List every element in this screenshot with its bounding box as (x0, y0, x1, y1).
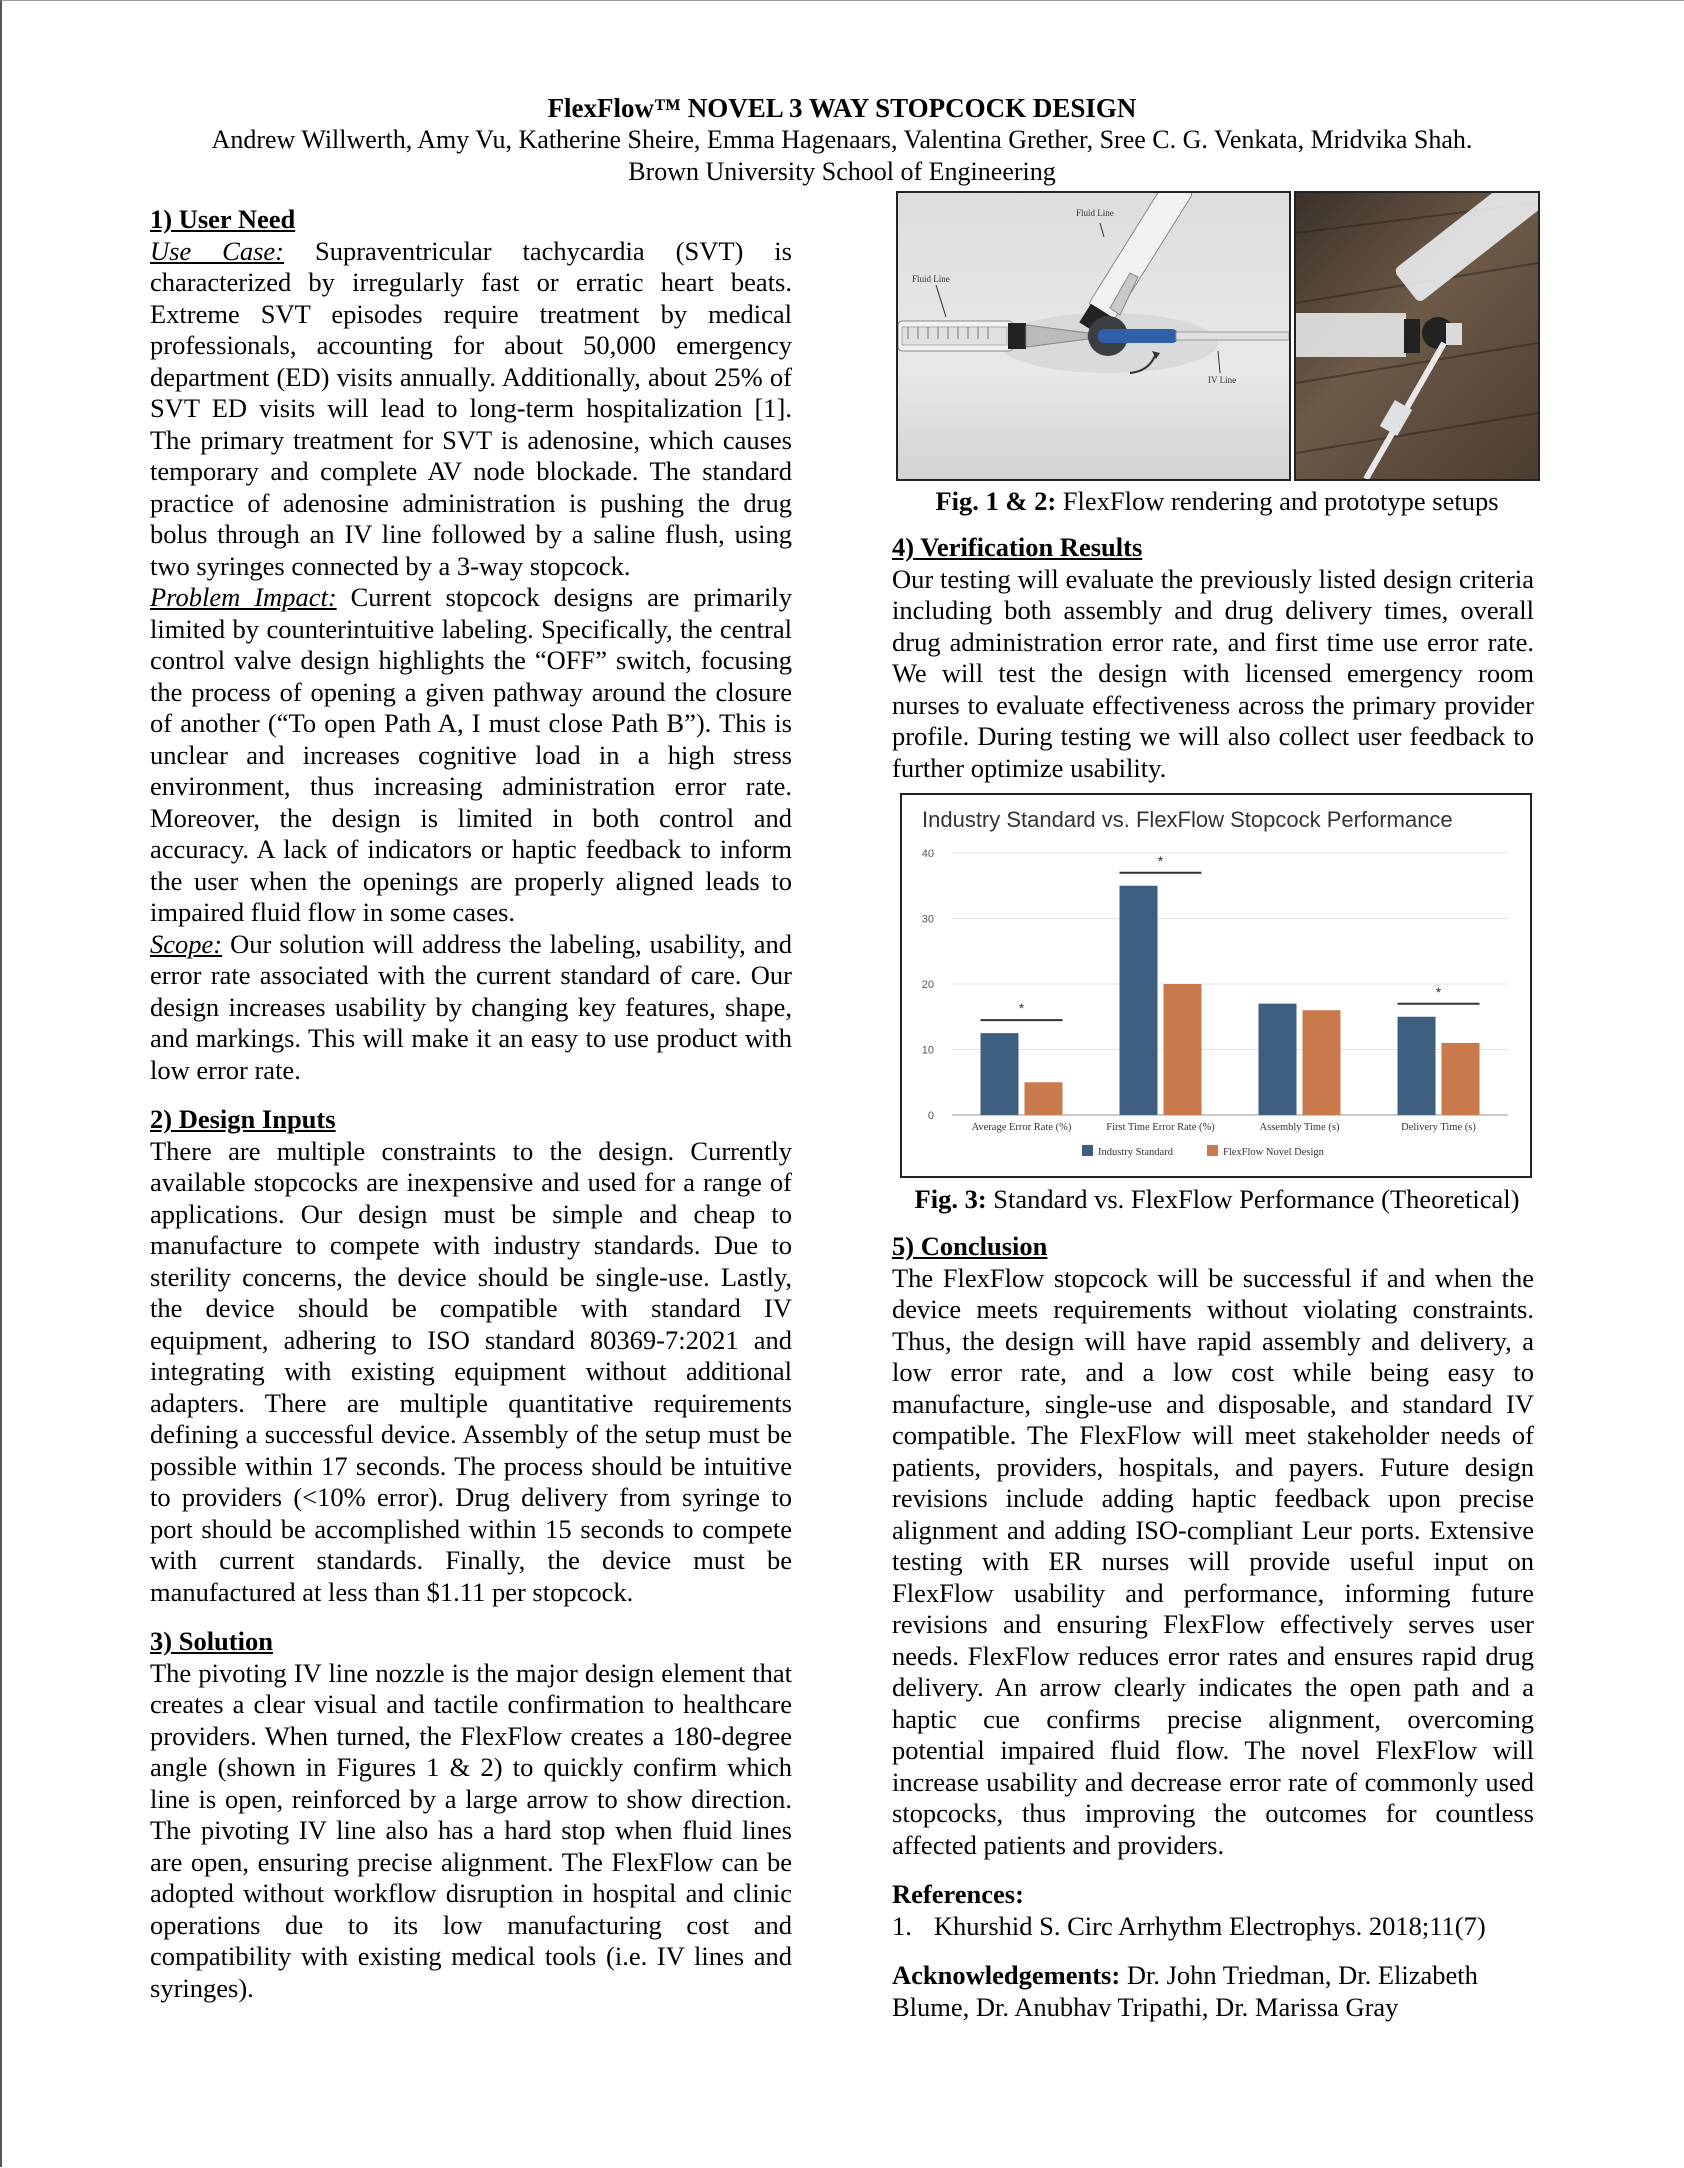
x-tick-label: Assembly Time (s) (1259, 1122, 1340, 1133)
solution-text: The pivoting IV line nozzle is the major design element that creates a clear visual and tactile confirmation to healthcare providers. When turned, the FlexFlow creates a 180-degree angle (shown in Figures 1 & 2) to quickly confirm which line is open, reinforced by a large arrow to show direction. The pivoting IV line also has a hard stop when fluid lines are open, ensuring precise alignment. The FlexFlow can be adopted without workflow disruption in hospital and clinic operations due to its low manufacturing cost and compatibility with existing medical tools (i.e. IV lines and syringes). (150, 1657, 792, 2003)
use-case-text: Supraventricular tachycardia (SVT) is characterized by irregularly fast or erratic heart beats. Extreme SVT episodes require treatment by medical professionals, accounting for about 50,000 emergency department (ED) visits annually. Additionally, about 25% of SVT ED visits will lead to long-term hospitalization [1]. The primary treatment for SVT is adenosine, which causes temporary and complete AV node blockade. The standard practice of adenosine administration is pushing the drug bolus through an IV line followed by a saline flush, using two syringes connected by a 3-way stopcock. (150, 235, 792, 581)
user-need-heading: 1) User Need (150, 204, 296, 234)
prototype-photo (1294, 191, 1540, 481)
figure-3-caption-label: Fig. 3: (914, 1184, 987, 1214)
figure-1-2 (896, 191, 1538, 479)
x-tick-label: Average Error Rate (%) (971, 1122, 1072, 1133)
author-list: Andrew Willwerth, Amy Vu, Katherine Sheire, Emma Hagenaars, Valentina Grether, Sree C. G. Venkata, Mridvika Shah. (211, 125, 1473, 154)
y-tick-label: 10 (921, 1044, 934, 1057)
legend-swatch (1207, 1145, 1218, 1156)
scope-label: Scope: (150, 928, 223, 959)
legend-label: FlexFlow Novel Design (1223, 1147, 1324, 1158)
bar-industry (1120, 886, 1158, 1115)
significance-star: * (1157, 852, 1164, 869)
problem-impact-paragraph (150, 582, 792, 929)
figure-3-caption-text: Standard vs. FlexFlow Performance (Theoretical) (986, 1184, 1520, 1214)
design-inputs-text: There are multiple constraints to the design. Currently available stopcocks are inexpensive and used for a range of applications. Our design must be simple and cheap to manufacture to compete with industry standards. Due to sterility concerns, the device should be single-use. Lastly, the device should be compatible with standard IV equipment, adhering to ISO standard 80369-7:2021 and integrating with existing equipment without additional adapters. There are multiple quantitative requirements defining a successful device. Assembly of the setup must be possible within 17 seconds. The process should be intuitive to providers (<10% error). Drug delivery from syringe to port should be accomplished within 15 seconds to compete with current standards. Finally, the device must be manufactured at less than $1.11 per stopcock. (150, 1135, 792, 1607)
acknowledgements-text: Dr. John Triedman, Dr. Elizabeth Blume, Dr. Anubhav Tripathi, Dr. Marissa Gray (892, 1960, 1478, 2022)
verification-section (892, 532, 1534, 784)
stopcock-rendering-svg (898, 193, 1289, 479)
affiliation: Brown University School of Engineering (628, 157, 1056, 186)
use-case-label: Use Case: (150, 235, 285, 266)
bar-flexflow (1025, 1082, 1063, 1115)
significance-star: * (1018, 1000, 1025, 1017)
conclusion-section (892, 1231, 1534, 2023)
left-column (150, 204, 792, 2004)
problem-impact-label: Problem Impact: (150, 582, 337, 612)
references-heading: References: (892, 1879, 1024, 1909)
reference-number: 1. (892, 1910, 912, 1941)
x-tick-label: Delivery Time (s) (1401, 1122, 1476, 1133)
solution-heading: 3) Solution (150, 1626, 273, 1656)
scope-paragraph (150, 929, 792, 1087)
figure-1-2-caption-label: Fig. 1 & 2: (935, 486, 1057, 516)
fluid-line-left-label: Fluid Line (912, 274, 950, 284)
stopcock-rendering-image (896, 191, 1291, 481)
chart-svg (902, 795, 1530, 1176)
conclusion-heading: 5) Conclusion (892, 1231, 1048, 1261)
bar-flexflow (1303, 1010, 1341, 1115)
design-inputs-heading: 2) Design Inputs (150, 1104, 336, 1134)
problem-impact-text: Current stopcock designs are primarily limited by counterintuitive labeling. Specifically, the central control valve design highlights the “OFF” switch, focusing the process of opening a given pathway around the closure of another (“To open Path A, I must close Path B”). This is unclear and increases cognitive load in a high stress environment, thus increasing administration error rate. Moreover, the design is limited in both control and accuracy. A lack of indicators or haptic feedback to inform the user when the openings are properly aligned leads to impaired fluid flow in some cases. (150, 582, 792, 927)
bar-industry (1259, 1004, 1297, 1115)
reference-text: Khurshid S. Circ Arrhythm Electrophys. 2018;11(7) (933, 1910, 1486, 1941)
use-case-paragraph (150, 236, 792, 583)
poster-header (0, 92, 1684, 188)
significance-star: * (1435, 983, 1442, 1000)
y-tick-label: 20 (921, 979, 934, 991)
prototype-photo-svg (1296, 193, 1538, 479)
bar-flexflow (1164, 984, 1202, 1115)
y-tick-label: 30 (921, 913, 934, 926)
poster-title: FlexFlow™ NOVEL 3 WAY STOPCOCK DESIGN (547, 93, 1137, 123)
bar-flexflow (1442, 1043, 1480, 1115)
legend-swatch (1082, 1145, 1093, 1156)
conclusion-text: The FlexFlow stopcock will be successful if and when the device meets requirements without violating constraints. Thus, the design will have rapid assembly and delivery, a low error rate, and a low cost while being easy to manufacture, single-use and disposable, and standard IV compatible. The FlexFlow will meet stakeholder needs of patients, providers, hospitals, and payers. Future design revisions include adding haptic feedback upon precise alignment and adding ISO-compliant Leur ports. Extensive testing with ER nurses will provide useful input on FlexFlow usability and performance, informing future revisions and ensuring FlexFlow effectively serves user needs. FlexFlow reduces error rates and ensures rapid drug delivery. An arrow clearly indicates the open path and a haptic cue confirms precise alignment, overcoming potential impaired fluid flow. The novel FlexFlow will increase usability and decrease error rate of commonly used stopcocks, thus improving the outcomes for countless affected patients and providers. (892, 1262, 1534, 1860)
iv-line-label: IV Line (1208, 375, 1237, 385)
acknowledgements-label: Acknowledgements: (892, 1960, 1121, 1990)
x-tick-label: First Time Error Rate (%) (1106, 1122, 1215, 1133)
verification-text: Our testing will evaluate the previously listed design criteria including both assembly and drug delivery times, overall drug administration error rate, and first time use error rate. We will test the design with licensed emergency room nurses to evaluate effectiveness across the primary provider profile. During testing we will also collect user feedback to further optimize usability. (892, 563, 1534, 783)
references-section (892, 1879, 1534, 1942)
bar-industry (1398, 1017, 1436, 1115)
y-tick-label: 40 (921, 848, 934, 860)
figure-3-caption (892, 1183, 1542, 1215)
figure-1-2-caption (892, 485, 1542, 517)
y-tick-label: 0 (927, 1110, 934, 1122)
chart-title: Industry Standard vs. FlexFlow Stopcock Performance (922, 807, 1453, 832)
figure-1-2-caption-text: FlexFlow rendering and prototype setups (1056, 486, 1499, 516)
verification-heading: 4) Verification Results (892, 532, 1143, 562)
legend-label: Industry Standard (1098, 1147, 1173, 1158)
fluid-line-top-label: Fluid Line (1076, 208, 1114, 218)
performance-chart (900, 793, 1532, 1178)
acknowledgements (892, 1960, 1534, 2023)
bar-industry (981, 1033, 1019, 1115)
scope-text: Our solution will address the labeling, usability, and error rate associated with the current standard of care. Our design increases usability by changing key features, shape, and markings. This will make it an easy to use product with low error rate. (150, 928, 792, 1085)
reference-item (892, 1911, 1534, 1943)
